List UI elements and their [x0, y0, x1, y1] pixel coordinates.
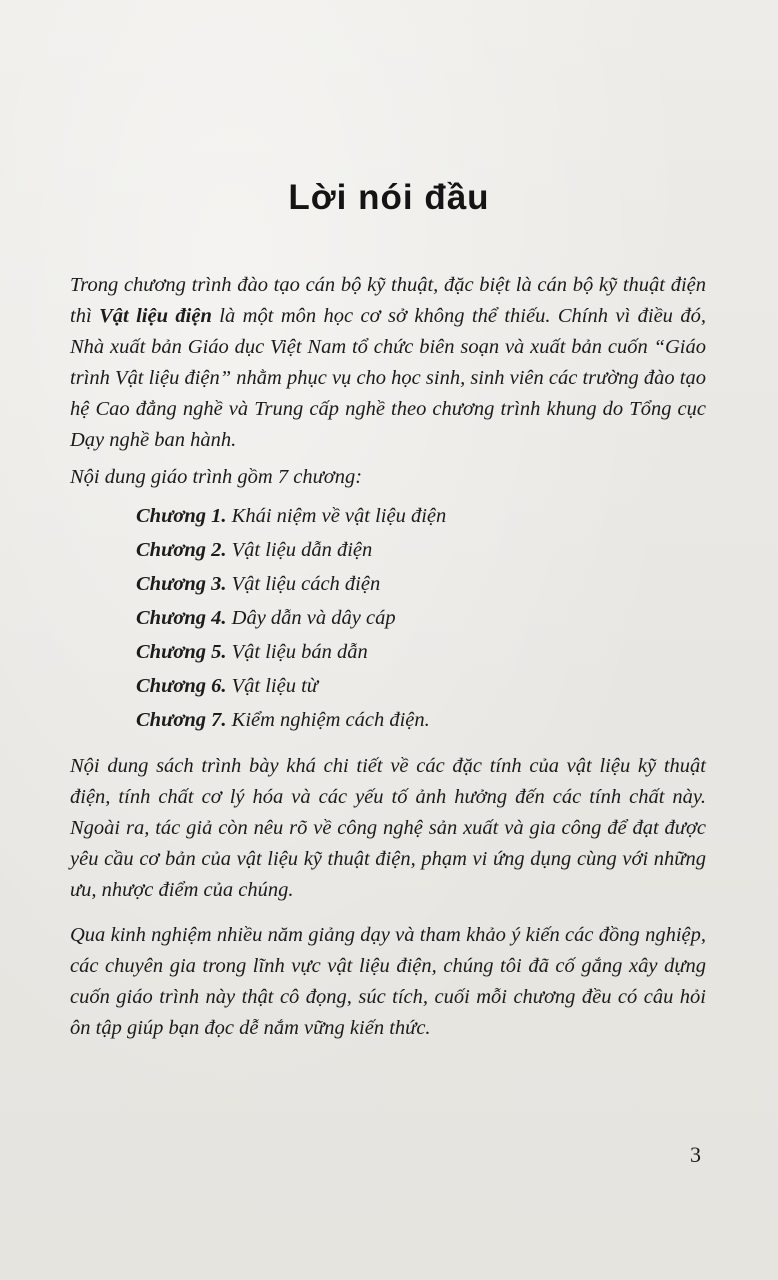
content-paragraph: Nội dung sách trình bày khá chi tiết về các đặc tính của vật liệu kỹ thuật điện, tính chất cơ lý hóa và các yếu tố ảnh hưởng đến các tính chất này. Ngoài ra, tác giả còn nêu rõ về công nghệ sản xuất và gia công để đạt được yêu cầu cơ bản của vật liệu kỹ thuật điện, phạm vi ứng dụng cùng với những ưu, nhược điểm của chúng. — [70, 755, 706, 901]
chapter-number: Chương 7. — [136, 709, 227, 731]
chapter-title: Vật liệu dẫn điện — [226, 539, 373, 561]
chapter-item — [136, 703, 706, 737]
intro-text-part1: Trong chương trình đào tạo cán bộ kỹ thuật, đặc biệt là cán bộ kỹ thuật điện thì — [70, 274, 706, 327]
intro-paragraph — [70, 270, 706, 456]
chapter-list — [70, 499, 706, 737]
chapter-title: Vật liệu bán dẫn — [226, 641, 368, 663]
chapter-number: Chương 3. — [136, 573, 227, 595]
chapter-title: Khái niệm về vật liệu điện — [226, 505, 447, 527]
experience-paragraph: Qua kinh nghiệm nhiều năm giảng dạy và tham khảo ý kiến các đồng nghiệp, các chuyên gia trong lĩnh vực vật liệu điện, chúng tôi đã cố gắng xây dựng cuốn giáo trình này thật cô đọng, súc tích, cuối mỗi chương đều có câu hỏi ôn tập giúp bạn đọc dễ nắm vững kiến thức. — [70, 924, 706, 1039]
chapter-number: Chương 1. — [136, 505, 227, 527]
preface-body — [70, 270, 706, 1044]
chapter-item — [136, 669, 706, 703]
chapter-list-lead: Nội dung giáo trình gồm 7 chương: — [70, 466, 363, 488]
chapter-item — [136, 567, 706, 601]
chapter-title: Dây dẫn và dây cáp — [226, 607, 396, 629]
chapter-item — [136, 533, 706, 567]
chapter-item — [136, 499, 706, 533]
chapter-number: Chương 4. — [136, 607, 227, 629]
chapter-number: Chương 5. — [136, 641, 227, 663]
chapter-number: Chương 6. — [136, 675, 227, 697]
chapter-title: Vật liệu cách điện — [226, 573, 381, 595]
intro-text-part2: là một môn học cơ sở không thể thiếu. Chính vì điều đó, Nhà xuất bản Giáo dục Việt Nam tổ chức biên soạn và xuất bản cuốn “Giáo trình Vật liệu điện” nhằm phục vụ cho học sinh, sinh viên các trường đào tạo hệ Cao đẳng nghề và Trung cấp nghề theo chương trình khung do Tổng cục Dạy nghề ban hành. — [70, 305, 706, 451]
page-number: 3 — [690, 1142, 701, 1167]
chapter-title: Vật liệu từ — [226, 675, 318, 697]
chapter-number: Chương 2. — [136, 539, 227, 561]
chapter-item — [136, 635, 706, 669]
page-title: Lời nói đầu — [288, 178, 490, 217]
subject-name: Vật liệu điện — [99, 305, 212, 327]
chapter-title: Kiểm nghiệm cách điện. — [226, 709, 430, 731]
chapter-item — [136, 601, 706, 635]
